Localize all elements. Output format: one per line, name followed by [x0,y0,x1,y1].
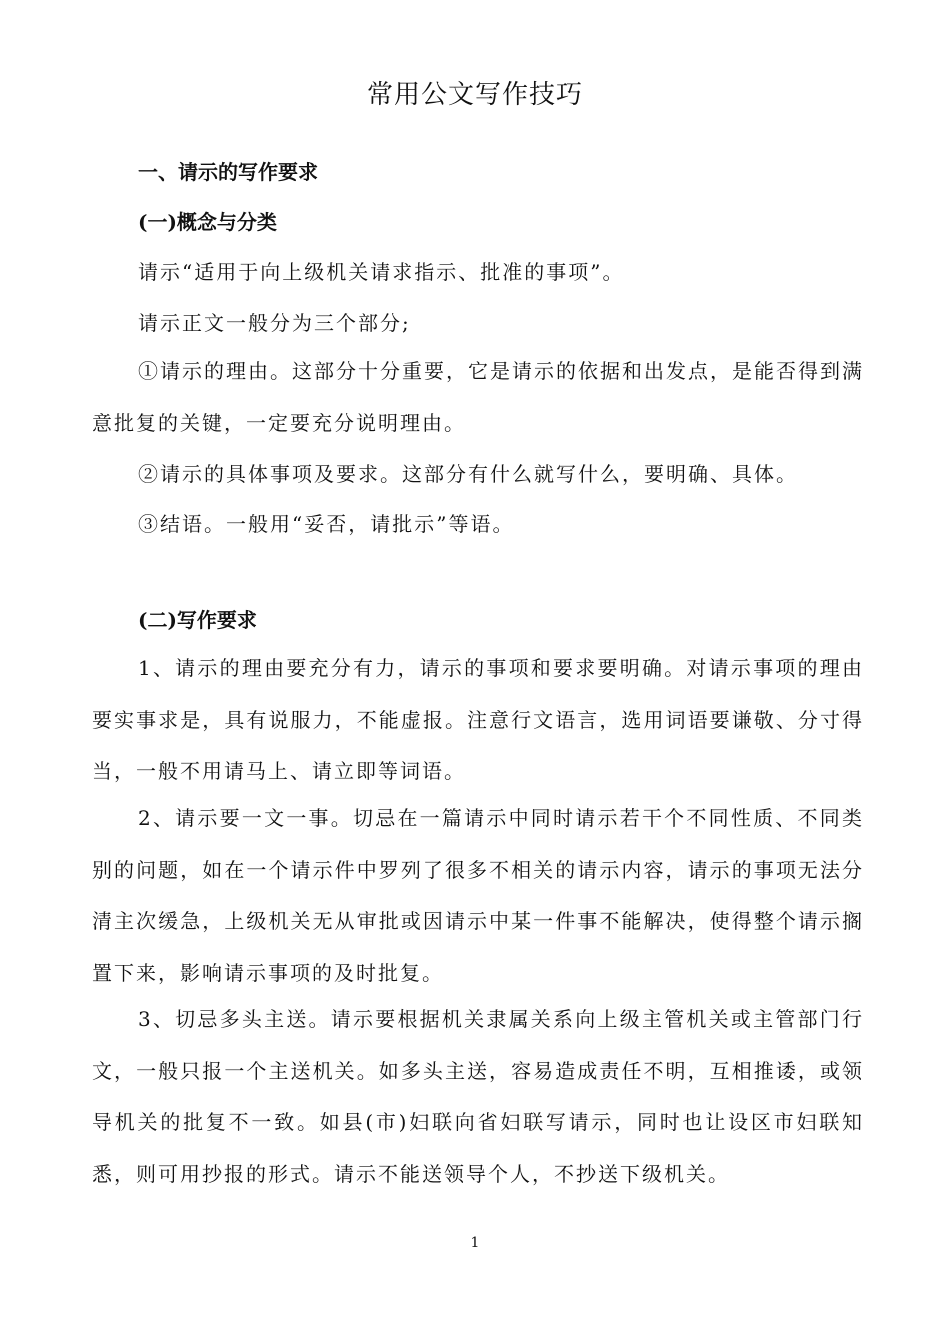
paragraph-requirement-1: 1、请示的理由要充分有力，请示的事项和要求要明确。对请示事项的理由要实事求是，具有说服力，不能虚报。注意行文语言，选用词语要谦敬、分寸得当，一般不用请马上、请立即等词语。 [92,656,864,783]
paragraph-definition: 请示“适用于向上级机关请求指示、批准的事项”。 [138,260,625,284]
subsection-heading-requirements: (二)写作要求 [138,608,257,632]
paragraph-requirement-3: 3、切忌多头主送。请示要根据机关隶属关系向上级主管机关或主管部门行文，一般只报一个主送机关。如多头主送，容易造成责任不明，互相推诿，或领导机关的批复不一致。如县(市)妇联向省妇联写请示，同时也让设区市妇联知悉，则可用抄报的形式。请示不能送领导个人，不抄送下级机关。 [92,1007,864,1186]
subsection-heading-concept: (一)概念与分类 [138,210,277,234]
page-number: 1 [470,1235,480,1251]
list-item-closing: ③结语。一般用“妥否，请批示”等语。 [138,512,515,536]
paragraph-body-parts: 请示正文一般分为三个部分; [138,311,411,335]
paragraph-requirement-2: 2、请示要一文一事。切忌在一篇请示中同时请示若干个不同性质、不同类别的问题，如在一个请示件中罗列了很多不相关的请示内容，请示的事项无法分清主次缓急，上级机关无从审批或因请示中某一件事不能解决，使得整个请示搁置下来，影响请示事项的及时批复。 [92,806,864,985]
list-item-reason: ①请示的理由。这部分十分重要，它是请示的依据和出发点，是能否得到满意批复的关键，一定要充分说明理由。 [92,359,864,435]
list-item-specifics: ②请示的具体事项及要求。这部分有什么就写什么，要明确、具体。 [138,462,798,486]
document-title: 常用公文写作技巧 [366,80,583,110]
section-heading-1: 一、请示的写作要求 [138,160,318,184]
